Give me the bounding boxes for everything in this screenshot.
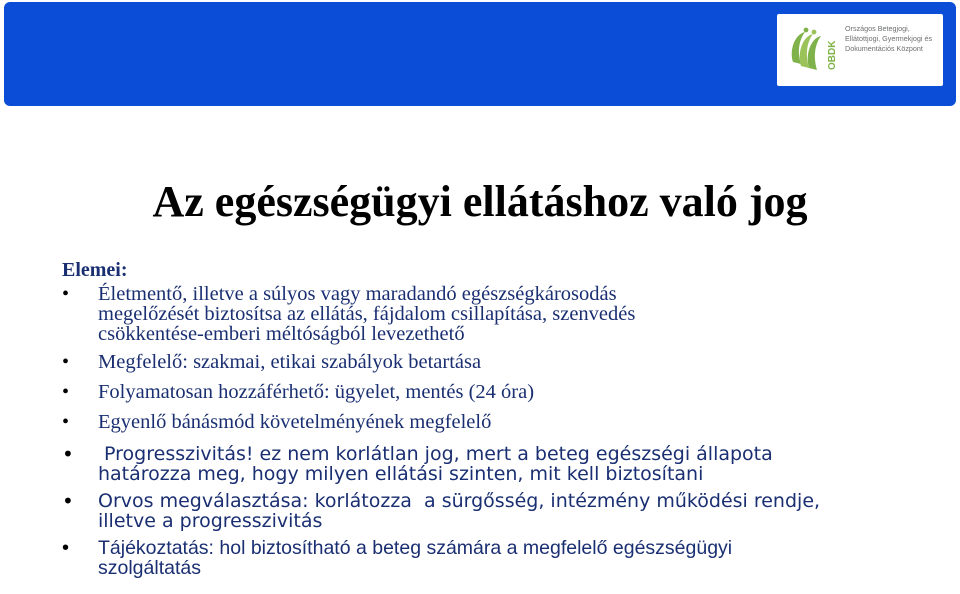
list-item — [62, 352, 942, 372]
list-item — [62, 491, 942, 531]
list-item — [62, 284, 942, 344]
item-line: • Megfelelő: szakmai, etikai szabályok betartása — [98, 351, 482, 373]
item-line: • Életmentő, illetve a súlyos vagy maradandó egészségkárosodás — [98, 283, 617, 305]
item-line: • Egyenlő bánásmód követelményének megfelelő — [98, 411, 492, 433]
obdk-swirl-logo-icon — [785, 22, 843, 78]
slide-title: Az egészségügyi ellátáshoz való jog — [152, 177, 808, 226]
slide-subheading: Elemei: — [62, 259, 128, 281]
logo-text — [845, 24, 941, 54]
obdk-logo — [777, 14, 943, 86]
item-line: csökkentése-emberi méltóságból levezethető — [98, 323, 465, 345]
list-item — [62, 538, 942, 578]
header-band — [4, 2, 956, 106]
item-line: • Orvos megválasztása: korlátozza a sürgősség, intézmény működési rendje, — [98, 490, 821, 512]
list-item — [62, 382, 942, 402]
logo-line: Ellátottjogi, Gyermekjogi és — [845, 34, 933, 43]
item-line: határozza meg, hogy milyen ellátási szinten, mit kell biztosítani — [98, 463, 704, 485]
logo-line: Dokumentációs Központ — [845, 44, 923, 53]
item-line: • Progresszivitás! ez nem korlátlan jog, mert a beteg egészségi állapota — [98, 443, 773, 465]
list-item — [62, 444, 942, 484]
item-line: szolgáltatás — [98, 557, 201, 579]
list-item — [62, 412, 942, 432]
logo-line: Országos Betegjogi, — [845, 24, 910, 33]
item-line: • Folyamatosan hozzáférhető: ügyelet, mentés (24 óra) — [98, 381, 535, 403]
item-line: • Tájékoztatás: hol biztosítható a beteg számára a megfelelő egészségügyi — [98, 537, 733, 559]
rights-list — [62, 284, 942, 578]
item-line: megelőzését biztosítsa az ellátás, fájdalom csillapítása, szenvedés — [98, 303, 636, 325]
logo-letters: OBDK — [827, 40, 838, 70]
item-line: illetve a progresszivitás — [98, 510, 323, 532]
